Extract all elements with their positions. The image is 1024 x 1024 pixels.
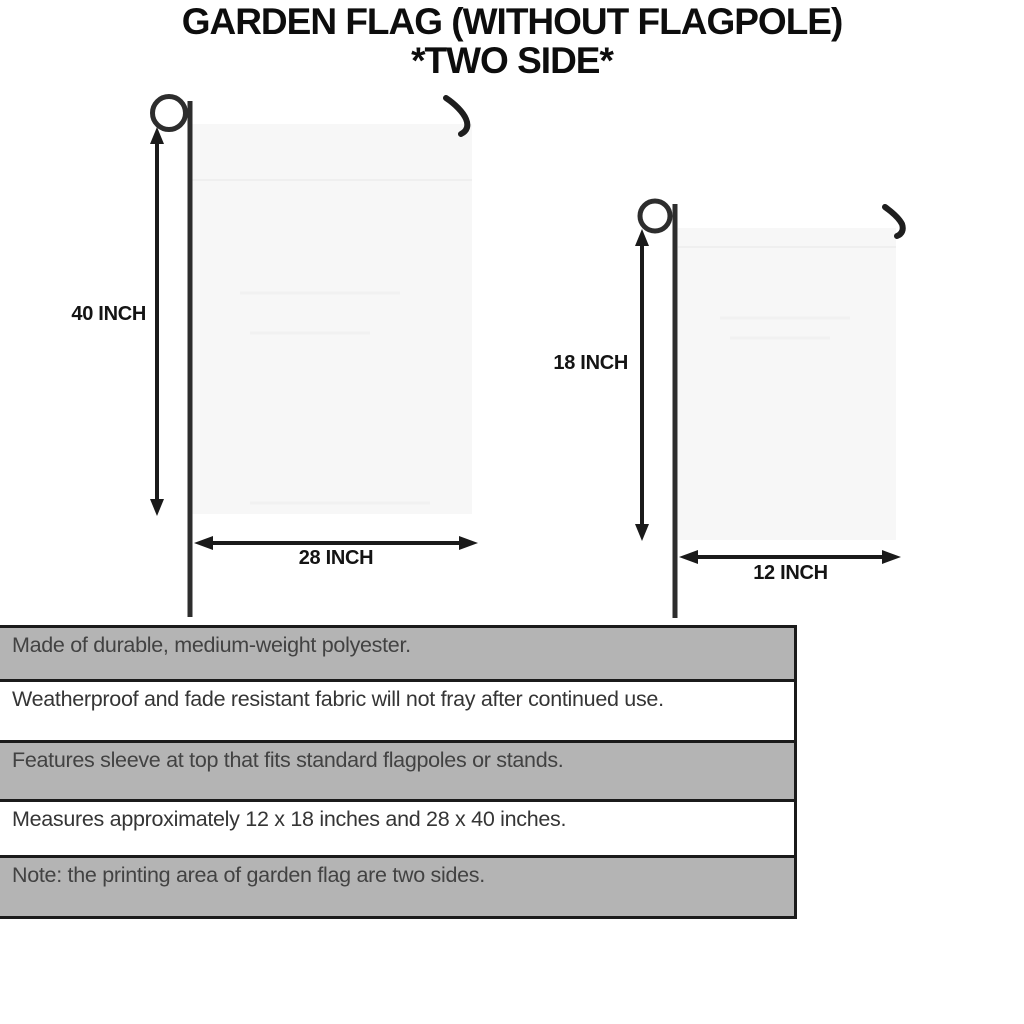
large-height-dimension-arrow — [150, 127, 164, 516]
small-height-dimension-arrow — [635, 229, 649, 541]
product-title-line1: GARDEN FLAG (WITHOUT FLAGPOLE) — [181, 1, 843, 42]
feature-row-material: Made of durable, medium-weight polyester. — [0, 628, 794, 682]
features-table — [0, 625, 797, 919]
feature-row-weatherproof: Weatherproof and fade resistant fabric will not fray after continued use. — [0, 682, 794, 743]
small-flag-width-label: 12 INCH — [753, 562, 828, 584]
large-flagpole-loop — [153, 97, 186, 130]
large-flag-height-label: 40 INCH — [71, 303, 146, 325]
feature-row-sleeve: Features sleeve at top that fits standard flagpoles or stands. — [0, 743, 794, 802]
small-flag-canvas — [678, 228, 896, 540]
feature-row-note: Note: the printing area of garden flag are two sides. — [0, 858, 794, 916]
small-flag-height-label: 18 INCH — [553, 352, 628, 374]
small-flagpole-loop — [640, 201, 670, 231]
large-flag-width-label: 28 INCH — [298, 547, 374, 569]
large-flag-canvas — [192, 124, 472, 514]
feature-row-measures: Measures approximately 12 x 18 inches and 28 x 40 inches. — [0, 802, 794, 858]
product-title-line2: *TWO SIDE* — [411, 40, 613, 81]
